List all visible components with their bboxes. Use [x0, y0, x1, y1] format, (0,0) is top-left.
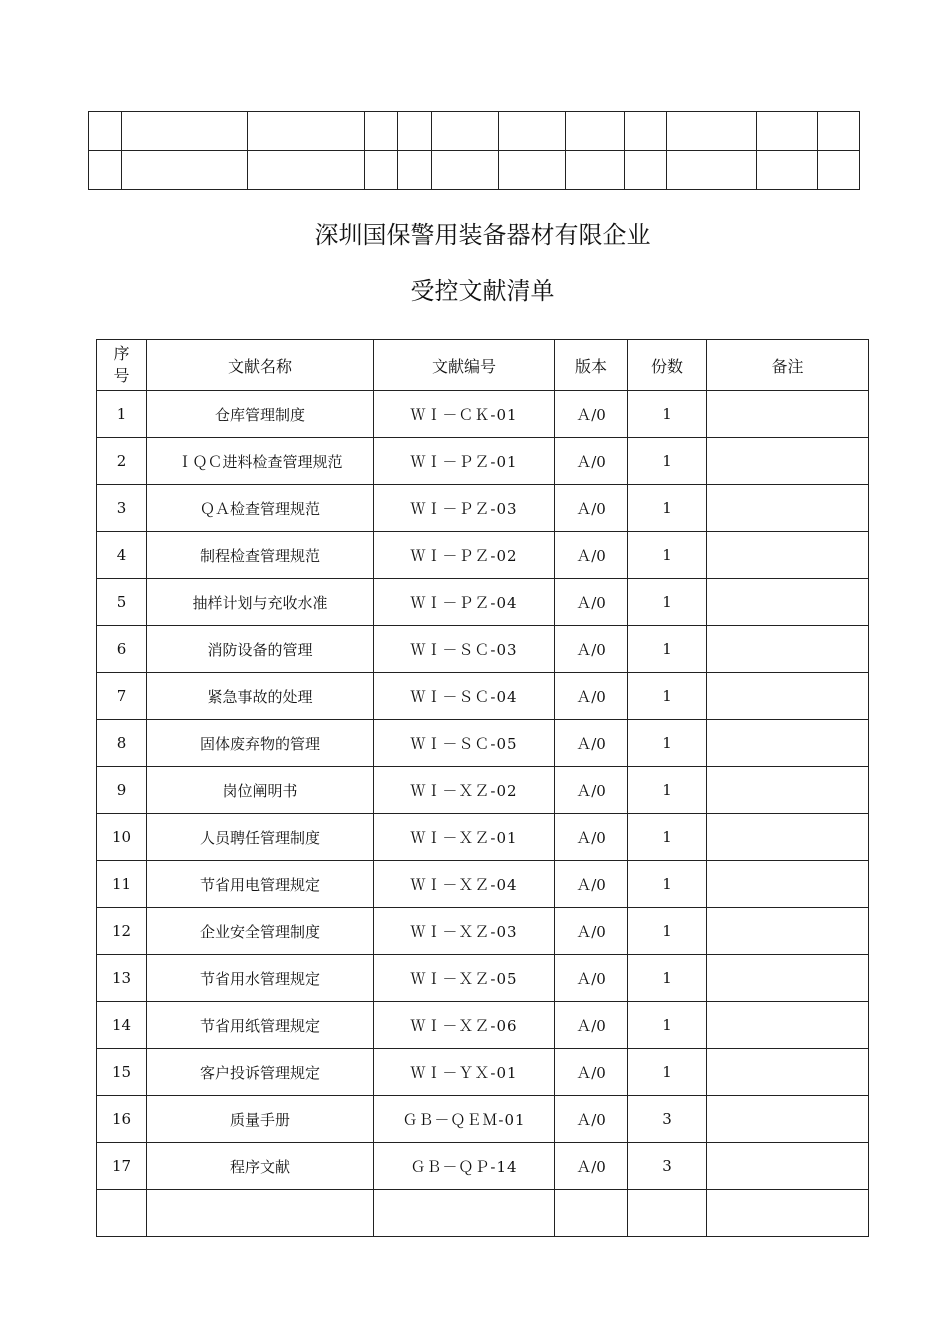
cell-seq: 6 [97, 626, 147, 673]
header-version: 版本 [555, 340, 628, 391]
cell-copies: 1 [628, 720, 707, 767]
form-cell [566, 112, 625, 151]
cell-copies: 1 [628, 908, 707, 955]
form-cell [248, 112, 365, 151]
cell-version [555, 1190, 628, 1237]
cell-copies: 1 [628, 955, 707, 1002]
table-row [97, 391, 869, 438]
cell-version: Ａ/0 [555, 626, 628, 673]
cell-copies: 1 [628, 861, 707, 908]
cell-doc-code: ＷＩ－ＳＣ-03 [374, 626, 555, 673]
form-cell [365, 151, 398, 190]
cell-remark [707, 1049, 869, 1096]
controlled-documents-table [96, 339, 869, 1237]
cell-copies [628, 1190, 707, 1237]
cell-remark [707, 720, 869, 767]
table-row [97, 908, 869, 955]
form-cell [398, 112, 432, 151]
form-cell [818, 151, 860, 190]
form-cell [398, 151, 432, 190]
cell-copies: 1 [628, 626, 707, 673]
cell-copies: 1 [628, 1002, 707, 1049]
table-row [97, 438, 869, 485]
table-row [97, 1096, 869, 1143]
cell-doc-code: ＷＩ－ＸＺ-05 [374, 955, 555, 1002]
cell-doc-code: ＧＢ－ＱＰ-14 [374, 1143, 555, 1190]
table-row [97, 579, 869, 626]
form-cell [432, 151, 499, 190]
cell-version: Ａ/0 [555, 814, 628, 861]
cell-seq: 3 [97, 485, 147, 532]
cell-version: Ａ/0 [555, 1143, 628, 1190]
cell-remark [707, 1143, 869, 1190]
form-cell [122, 151, 248, 190]
cell-seq: 5 [97, 579, 147, 626]
cell-remark [707, 1190, 869, 1237]
header-doc-code: 文献编号 [374, 340, 555, 391]
cell-copies: 1 [628, 532, 707, 579]
cell-remark [707, 908, 869, 955]
cell-doc-name: ＩＱＣ进料检查管理规范 [147, 438, 374, 485]
table-row [97, 1143, 869, 1190]
form-cell [499, 151, 566, 190]
cell-doc-code: ＷＩ－ＹＸ-01 [374, 1049, 555, 1096]
cell-version: Ａ/0 [555, 485, 628, 532]
cell-doc-name: 固体废弃物的管理 [147, 720, 374, 767]
cell-remark [707, 955, 869, 1002]
cell-seq: 16 [97, 1096, 147, 1143]
table-row [97, 1190, 869, 1237]
cell-seq: 13 [97, 955, 147, 1002]
table-row [97, 1049, 869, 1096]
cell-doc-code: ＷＩ－ＸＺ-06 [374, 1002, 555, 1049]
form-cell [667, 112, 757, 151]
cell-copies: 1 [628, 391, 707, 438]
cell-doc-code: ＷＩ－ＣＫ-01 [374, 391, 555, 438]
table-header-row [97, 340, 869, 391]
cell-seq: 10 [97, 814, 147, 861]
form-cell [248, 151, 365, 190]
table-row [97, 626, 869, 673]
empty-header-form-table [88, 111, 860, 190]
cell-doc-name: 节省用电管理规定 [147, 861, 374, 908]
cell-version: Ａ/0 [555, 767, 628, 814]
table-row [97, 532, 869, 579]
cell-seq: 11 [97, 861, 147, 908]
cell-version: Ａ/0 [555, 1002, 628, 1049]
form-cell [566, 151, 625, 190]
cell-remark [707, 814, 869, 861]
cell-copies: 1 [628, 673, 707, 720]
cell-remark [707, 532, 869, 579]
form-row [89, 151, 860, 190]
cell-seq [97, 1190, 147, 1237]
form-cell [122, 112, 248, 151]
cell-version: Ａ/0 [555, 391, 628, 438]
form-cell [667, 151, 757, 190]
cell-doc-code: ＷＩ－ＰＺ-01 [374, 438, 555, 485]
cell-doc-code: ＷＩ－ＰＺ-02 [374, 532, 555, 579]
table-row [97, 673, 869, 720]
cell-doc-name: 岗位阐明书 [147, 767, 374, 814]
cell-doc-code: ＷＩ－ＰＺ-04 [374, 579, 555, 626]
cell-doc-code: ＷＩ－ＳＣ-05 [374, 720, 555, 767]
table-row [97, 485, 869, 532]
document-title: 受控文献清单 [410, 276, 555, 305]
form-cell [625, 112, 667, 151]
header-seq [97, 340, 147, 391]
cell-remark [707, 626, 869, 673]
cell-version: Ａ/0 [555, 720, 628, 767]
company-title: 深圳国保警用装备器材有限企业 [314, 221, 651, 250]
cell-remark [707, 1096, 869, 1143]
cell-doc-name: 消防设备的管理 [147, 626, 374, 673]
cell-doc-name: 人员聘任管理制度 [147, 814, 374, 861]
cell-remark [707, 579, 869, 626]
table-row [97, 814, 869, 861]
form-row [89, 112, 860, 151]
form-cell [89, 151, 122, 190]
cell-copies: 3 [628, 1096, 707, 1143]
cell-version: Ａ/0 [555, 438, 628, 485]
cell-doc-name: 节省用纸管理规定 [147, 1002, 374, 1049]
cell-doc-code: ＷＩ－ＳＣ-04 [374, 673, 555, 720]
cell-doc-code: ＷＩ－ＰＺ-03 [374, 485, 555, 532]
cell-version: Ａ/0 [555, 955, 628, 1002]
cell-seq: 15 [97, 1049, 147, 1096]
cell-doc-code: ＷＩ－ＸＺ-04 [374, 861, 555, 908]
cell-seq: 8 [97, 720, 147, 767]
cell-version: Ａ/0 [555, 673, 628, 720]
cell-doc-name: 紧急事故的处理 [147, 673, 374, 720]
header-remark: 备注 [707, 340, 869, 391]
cell-seq: 12 [97, 908, 147, 955]
cell-doc-name: 程序文献 [147, 1143, 374, 1190]
cell-seq: 2 [97, 438, 147, 485]
header-copies: 份数 [628, 340, 707, 391]
header-seq-top: 序 [113, 344, 130, 363]
cell-remark [707, 673, 869, 720]
form-cell [432, 112, 499, 151]
cell-remark [707, 861, 869, 908]
cell-copies: 3 [628, 1143, 707, 1190]
cell-seq: 14 [97, 1002, 147, 1049]
form-cell [625, 151, 667, 190]
cell-doc-name: 企业安全管理制度 [147, 908, 374, 955]
form-cell [818, 112, 860, 151]
table-row [97, 1002, 869, 1049]
cell-copies: 1 [628, 1049, 707, 1096]
cell-remark [707, 438, 869, 485]
cell-version: Ａ/0 [555, 1096, 628, 1143]
header-seq-bottom: 号 [113, 366, 130, 385]
cell-seq: 17 [97, 1143, 147, 1190]
cell-version: Ａ/0 [555, 861, 628, 908]
cell-doc-name: 质量手册 [147, 1096, 374, 1143]
cell-doc-name: ＱＡ检查管理规范 [147, 485, 374, 532]
form-cell [757, 112, 818, 151]
cell-remark [707, 1002, 869, 1049]
form-cell [499, 112, 566, 151]
cell-doc-code [374, 1190, 555, 1237]
cell-doc-name: 客户投诉管理规定 [147, 1049, 374, 1096]
cell-version: Ａ/0 [555, 908, 628, 955]
cell-remark [707, 391, 869, 438]
cell-version: Ａ/0 [555, 579, 628, 626]
form-cell [757, 151, 818, 190]
cell-doc-name: 抽样计划与充收水准 [147, 579, 374, 626]
cell-doc-code: ＷＩ－ＸＺ-02 [374, 767, 555, 814]
form-cell [365, 112, 398, 151]
cell-copies: 1 [628, 579, 707, 626]
cell-doc-name [147, 1190, 374, 1237]
cell-seq: 9 [97, 767, 147, 814]
cell-seq: 7 [97, 673, 147, 720]
cell-copies: 1 [628, 767, 707, 814]
cell-doc-code: ＧＢ－ＱＥＭ-01 [374, 1096, 555, 1143]
cell-version: Ａ/0 [555, 1049, 628, 1096]
table-row [97, 767, 869, 814]
cell-seq: 1 [97, 391, 147, 438]
table-row [97, 861, 869, 908]
cell-copies: 1 [628, 485, 707, 532]
cell-remark [707, 767, 869, 814]
header-doc-name: 文献名称 [147, 340, 374, 391]
table-row [97, 955, 869, 1002]
cell-doc-name: 仓库管理制度 [147, 391, 374, 438]
cell-doc-code: ＷＩ－ＸＺ-03 [374, 908, 555, 955]
cell-copies: 1 [628, 438, 707, 485]
cell-version: Ａ/0 [555, 532, 628, 579]
cell-remark [707, 485, 869, 532]
cell-copies: 1 [628, 814, 707, 861]
form-cell [89, 112, 122, 151]
cell-doc-name: 制程检查管理规范 [147, 532, 374, 579]
table-row [97, 720, 869, 767]
cell-seq: 4 [97, 532, 147, 579]
cell-doc-code: ＷＩ－ＸＺ-01 [374, 814, 555, 861]
cell-doc-name: 节省用水管理规定 [147, 955, 374, 1002]
